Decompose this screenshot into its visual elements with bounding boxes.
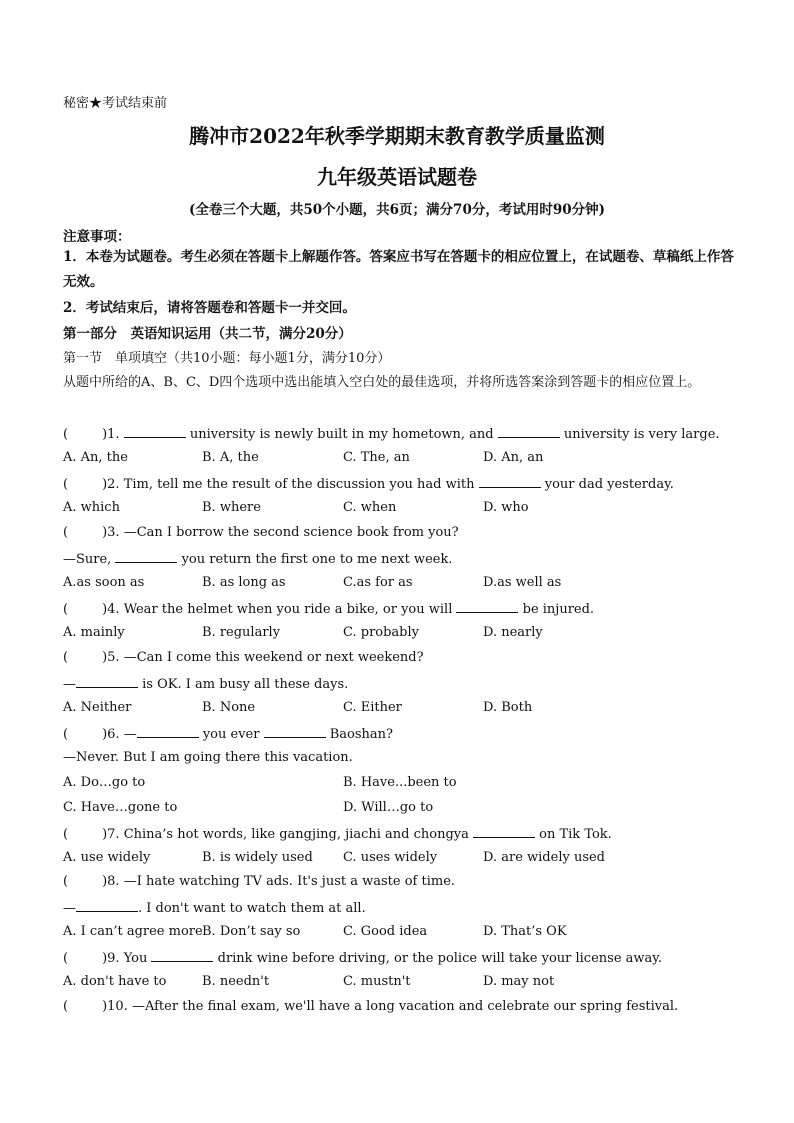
answer-paren-open: ( (63, 477, 69, 492)
q1-option-a: A. An, the (63, 450, 128, 465)
q9-text-num: 9. You (107, 951, 152, 966)
q4-option-b: B. regularly (202, 625, 281, 640)
answer-paren-close: ) (102, 525, 108, 540)
q4-option-c: C. probably (343, 625, 420, 640)
q9-option-a: A. don't have to (63, 974, 167, 989)
answer-paren-close: ) (102, 827, 108, 842)
q6-option-a: A. Do…go to (63, 775, 146, 790)
answer-paren-close: ) (102, 951, 108, 966)
answer-paren-open: ( (63, 827, 69, 842)
q1-option-c: C. The, an (343, 450, 410, 465)
answer-paren-open: ( (63, 650, 69, 665)
question-6 (63, 725, 743, 742)
answer-paren-close: ) (102, 477, 108, 492)
q7-option-b: B. is widely used (202, 850, 313, 865)
q3-option-a: A.as soon as (63, 575, 145, 590)
answer-blank (151, 949, 213, 962)
answer-paren-open: ( (63, 427, 69, 442)
exam-subject-title: 九年级英语试题卷 (317, 165, 477, 189)
question-7 (63, 825, 743, 842)
question-3-reply (63, 550, 743, 567)
q5-option-b: B. None (202, 700, 256, 715)
q7-option-c: C. uses widely (343, 850, 438, 865)
q1-option-b: B. A, the (202, 450, 259, 465)
answer-blank (456, 600, 518, 613)
q7-option-a: A. use widely (63, 850, 151, 865)
q2-option-c: C. when (343, 500, 397, 515)
q5-option-a: A. Neither (63, 700, 132, 715)
question-2 (63, 475, 743, 492)
q7-text-num: 7. China’s hot words, like gangjing, jiachi and chongya (107, 827, 474, 842)
q2-text-b: your dad yesterday. (540, 477, 674, 492)
q4-option-d: D. nearly (483, 625, 543, 640)
q4-text-b: be injured. (518, 602, 595, 617)
question-5-reply (63, 675, 743, 692)
q5-reply-a: — (63, 677, 76, 692)
q6-text-a: you ever (198, 727, 264, 742)
q10-text-num: 10. —After the final exam, we'll have a long vacation and celebrate our spring festival. (107, 999, 679, 1014)
q1-text-b: university is very large. (559, 427, 720, 442)
q2-option-d: D. who (483, 500, 529, 515)
q9-option-b: B. needn't (202, 974, 270, 989)
question-10 (63, 999, 743, 1014)
answer-paren-close: ) (102, 727, 108, 742)
q8-option-a: A. I can’t agree more (63, 924, 203, 939)
answer-paren-close: ) (102, 874, 108, 889)
q9-option-c: C. mustn't (343, 974, 411, 989)
answer-paren-open: ( (63, 525, 69, 540)
q2-text-num: 2. Tim, tell me the result of the discussion you had with (107, 477, 479, 492)
exam-title: 腾冲市2022年秋季学期期末教育教学质量监测 (189, 124, 605, 148)
q5-option-d: D. Both (483, 700, 533, 715)
answer-blank (124, 425, 186, 438)
q5-reply-b: is OK. I am busy all these days. (138, 677, 349, 692)
q2-option-a: A. which (63, 500, 120, 515)
question-5 (63, 650, 743, 665)
q5-text-num: 5. —Can I come this weekend or next weekend? (107, 650, 424, 665)
question-6-reply: —Never. But I am going there this vacation. (63, 750, 353, 765)
q6-option-c: C. Have…gone to (63, 800, 178, 815)
q5-option-c: C. Either (343, 700, 402, 715)
q8-reply-a: — (63, 901, 76, 916)
notes-heading: 注意事项： (63, 229, 131, 245)
q6-option-d: D. Will…go to (343, 800, 434, 815)
answer-blank (473, 825, 535, 838)
q2-option-b: B. where (202, 500, 261, 515)
answer-paren-open: ( (63, 951, 69, 966)
answer-blank (76, 675, 138, 688)
note-item-2: 2．考试结束后，请将答题卷和答题卡一并交回。 (63, 300, 356, 316)
q3-reply-a: —Sure, (63, 552, 116, 567)
question-1 (63, 425, 743, 442)
q6-option-b: B. Have...been to (343, 775, 457, 790)
q1-text-a: university is newly built in my hometown, and (185, 427, 498, 442)
q8-reply-b: . I don't want to watch them at all. (138, 901, 366, 916)
q7-option-d: D. are widely used (483, 850, 606, 865)
section1-instructions: 从题中所给的A、B、C、D四个选项中选出能填入空白处的最佳选项，并将所选答案涂到答题卡的相应位置上。 (63, 375, 701, 390)
answer-paren-close: ) (102, 602, 108, 617)
exam-info: (全卷三个大题，共50个小题，共6页；满分70分，考试用时90分钟) (188, 202, 606, 218)
q4-option-a: A. mainly (63, 625, 125, 640)
q1-option-d: D. An, an (483, 450, 544, 465)
answer-blank (264, 725, 326, 738)
answer-blank (498, 425, 560, 438)
q3-text-num: 3. —Can I borrow the second science book from you? (107, 525, 459, 540)
answer-paren-open: ( (63, 727, 69, 742)
q4-text-num: 4. Wear the helmet when you ride a bike, or you will (107, 602, 457, 617)
q8-option-b: B. Don’t say so (202, 924, 301, 939)
q8-text-num: 8. —I hate watching TV ads. It's just a waste of time. (107, 874, 456, 889)
question-8 (63, 874, 743, 889)
q3-option-b: B. as long as (202, 575, 286, 590)
q8-option-d: D. That’s OK (483, 924, 567, 939)
part1-heading: 第一部分 英语知识运用（共二节，满分20分） (63, 326, 352, 342)
question-9 (63, 949, 743, 966)
question-4 (63, 600, 743, 617)
question-8-reply (63, 899, 743, 916)
answer-blank (479, 475, 541, 488)
answer-paren-open: ( (63, 874, 69, 889)
answer-paren-open: ( (63, 602, 69, 617)
q8-option-c: C. Good idea (343, 924, 428, 939)
q7-text-b: on Tik Tok. (535, 827, 612, 842)
q3-option-c: C.as for as (343, 575, 413, 590)
answer-paren-open: ( (63, 999, 69, 1014)
note-item-1: 1．本卷为试题卷。考生必须在答题卡上解题作答。答案应书写在答题卡的相应位置上，在试题卷、草稿纸上作答无效。 (63, 249, 734, 290)
question-3 (63, 525, 743, 540)
answer-paren-close: ) (102, 427, 108, 442)
q6-text-num: 6. — (107, 727, 137, 742)
answer-blank (137, 725, 199, 738)
q3-option-d: D.as well as (483, 575, 562, 590)
section1-heading: 第一节 单项填空（共10小题：每小题1分，满分10分） (63, 351, 391, 366)
q3-reply-b: you return the first one to me next week. (177, 552, 453, 567)
q9-text-b: drink wine before driving, or the police will take your license away. (213, 951, 663, 966)
answer-blank (76, 899, 138, 912)
confidential-label: 秘密★考试结束前 (63, 96, 168, 111)
answer-blank (115, 550, 177, 563)
q1-text-num: 1. (107, 427, 124, 442)
q6-text-b: Baoshan? (325, 727, 393, 742)
q9-option-d: D. may not (483, 974, 555, 989)
answer-paren-close: ) (102, 650, 108, 665)
answer-paren-close: ) (102, 999, 108, 1014)
